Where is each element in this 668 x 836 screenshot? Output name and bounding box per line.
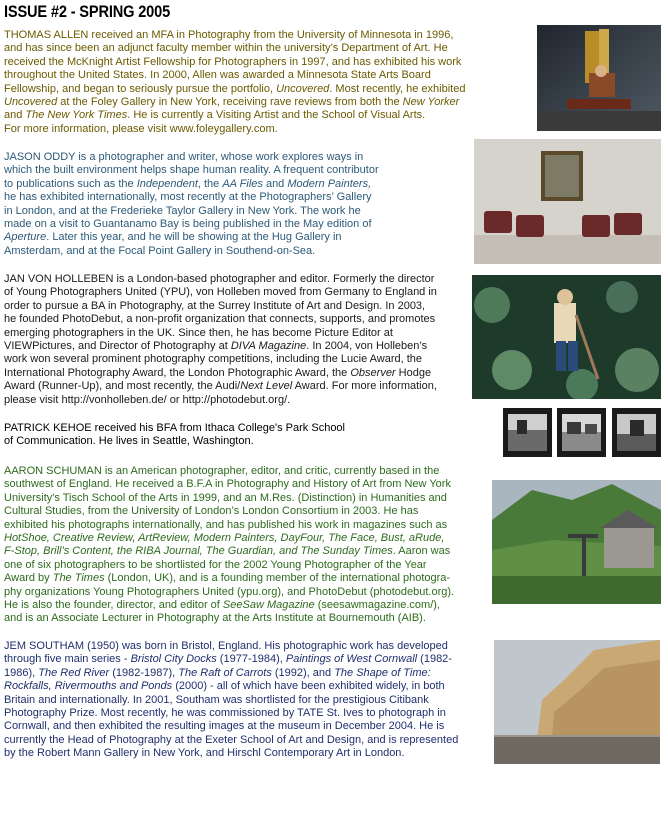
- italic-title: The Raft of Carrots: [178, 666, 272, 679]
- bio-text: Award by: [4, 572, 53, 585]
- bio-text: he has exhibited internationally, most recently at the Photographers’ Gallery: [4, 191, 372, 204]
- bio-text: throughout the United States. In 2000, Allen was awarded a Minnesota State Arts Board: [4, 69, 431, 82]
- bio-thomas-allen: [4, 29, 465, 136]
- bio-text: and has since been an adjunct faculty member within the university’s Department of Art. He: [4, 42, 448, 55]
- bio-text: (1982-: [417, 653, 452, 666]
- bio-text: at the Foley Gallery in New York, receiving rave reviews from both the: [57, 96, 403, 109]
- bio-text: JAN VON HOLLEBEN is a London-based photographer and editor. Formerly the director: [4, 273, 435, 285]
- italic-title: Bristol City Docks: [130, 653, 217, 666]
- bio-jan-von-holleben: [4, 273, 437, 407]
- bio-text: Britain and internationally. In 2001, Southam was shortlisted for the prestigious Citibank: [4, 693, 429, 706]
- bio-text: by the Robert Mann Gallery in New York, and Hirschl Contemporary Art in London.: [4, 747, 405, 760]
- bio-text: . In 2004, von Holleben’s: [306, 340, 428, 353]
- bio-text: JEM SOUTHAM (1950) was born in Bristol, England. His photographic work has developed: [4, 640, 448, 652]
- bio-text: in London, and at the Frederieke Taylor Gallery in New York. The work he: [4, 204, 361, 217]
- italic-title: New Yorker: [402, 96, 460, 109]
- italic-title: The Times: [52, 572, 105, 585]
- bio-text: (1977-1984),: [216, 653, 286, 666]
- photo-jem-southam[interactable]: [494, 640, 660, 764]
- bio-text: one of six photographers to be shortlisted for the 2002 Young Photographer of the Year: [4, 558, 427, 571]
- bio-text: emerging photographers in the UK. Since then, he has become Picture Editor at: [4, 326, 393, 339]
- bio-text: Award (Runner-Up), and most recently, the Audi/: [4, 380, 241, 393]
- bio-text: Photography Prize. Most recently, he was commissioned by TATE St. Ives to photograph in: [4, 707, 446, 720]
- italic-title: DIVA Magazine: [230, 340, 307, 353]
- bio-text: Cultural Studies, from the University of London’s London Consortium in 2003. He has: [4, 505, 419, 518]
- italic-title: Observer: [350, 366, 396, 379]
- bio-text: JASON ODDY is a photographer and writer, whose work explores ways in: [4, 151, 364, 163]
- bio-text: He is also the founder, director, and editor of: [4, 599, 223, 612]
- bio-text: (seesawmagazine.com/),: [314, 599, 440, 612]
- italic-title: F-Stop, Brill’s Content, the RIBA Journal, The Guardian, and The Sunday Times: [4, 545, 393, 558]
- italic-title: The New York Times: [25, 109, 128, 122]
- bio-text: (2000) - all of which have been exhibited widely, in both: [172, 680, 445, 693]
- italic-title: The Shape of Time:: [334, 666, 431, 679]
- italic-title: Rockfalls, Rivermouths and Ponds: [4, 680, 173, 693]
- bio-patrick-kehoe: [4, 422, 345, 449]
- bio-text: AARON SCHUMAN is an American photographer, editor, and critic, currently based in the: [4, 465, 440, 477]
- italic-title: Independent: [136, 177, 198, 190]
- bio-text: University's Tisch School of the Arts in 1999, and an M.Res. (Distinction) in Humanities and: [4, 491, 447, 504]
- italic-title: Uncovered: [4, 96, 58, 109]
- photo-aaron-schuman[interactable]: [492, 480, 661, 604]
- bio-text: International Photography Award, the London Photographic Award, the: [4, 366, 351, 379]
- bio-text: . He is currently a Visiting Artist and the School of Visual Arts.: [127, 109, 426, 122]
- bio-text: Cornwall, and then exhibited the resulting images at the museum in December 2004. He is: [4, 720, 445, 733]
- bio-text: and: [262, 177, 288, 190]
- bio-text: order to pursue a BA in Photography, at the Surrey Institute of Art and Design. In 2003,: [4, 299, 426, 312]
- issue-title: ISSUE #2 - SPRING 2005: [4, 2, 171, 21]
- bio-text: Amsterdam, and at the Focal Point Gallery in Southend-on-Sea.: [4, 244, 316, 257]
- italic-title: AA Files: [222, 177, 263, 190]
- bio-text: . Most recently, he exhibited: [329, 82, 466, 95]
- italic-title: Modern Painters,: [287, 177, 372, 190]
- bio-text: For more information, please visit www.foleygallery.com.: [4, 122, 278, 135]
- photo-jason-oddy[interactable]: [474, 139, 661, 264]
- italic-title: The Red River: [38, 666, 110, 679]
- bio-text: please visit http://vonholleben.de/ or http://photodebut.org/.: [4, 393, 291, 406]
- bio-text: phy organizations Young Photographers United (ypu.org), and PhotoDebut (photodebut.org).: [4, 585, 455, 598]
- bio-text: Fellowship, and began to seriously pursue the portfolio,: [4, 82, 277, 95]
- bio-text: , the: [197, 177, 223, 190]
- bio-text: through five main series -: [4, 653, 131, 666]
- bio-text: currently the Head of Photography at the Exeter School of Art and Design, and is represented: [4, 733, 459, 746]
- bio-text: and is an Associate Lecturer in Photography at the Arts Institute at Bournemouth (AIB).: [4, 612, 426, 625]
- bio-text: exhibited his photographs internationally, and has published his work in magazines such as: [4, 518, 448, 531]
- bio-text: and: [4, 109, 26, 122]
- bio-text: VIEWPictures, and Director of Photography at: [4, 340, 231, 353]
- bio-text: southwest of England. He received a B.F.A in Photography and History of Art from New York: [4, 478, 451, 491]
- italic-title: Aperture: [4, 231, 47, 244]
- bio-jem-southam: [4, 640, 458, 761]
- bio-text: (1992), and: [271, 666, 335, 679]
- bio-text: Hodge: [395, 366, 432, 379]
- italic-title: Next Level: [240, 380, 293, 393]
- photo-patrick-kehoe-2[interactable]: [557, 408, 606, 457]
- bio-text: of Communication. He lives in Seattle, Washington.: [4, 435, 254, 448]
- italic-title: SeeSaw Magazine: [222, 599, 315, 612]
- italic-title: Paintings of West Cornwall: [285, 653, 418, 666]
- photo-patrick-kehoe-3[interactable]: [612, 408, 661, 457]
- bio-text: (London, UK), and is a founding member of the international photogra-: [104, 572, 451, 585]
- bio-text: . Aaron was: [392, 545, 451, 558]
- bio-text: . Later this year, and he will be showing at the Hug Gallery in: [46, 231, 342, 244]
- bio-jason-oddy: [4, 151, 379, 258]
- bio-text: work won several prominent photography competitions, including the Lucie Award, the: [4, 353, 423, 366]
- bio-aaron-schuman: [4, 465, 454, 626]
- italic-title: HotShoe, Creative Review, ArtReview, Modern Painters, DayFour, The Face, Bust, aRude,: [4, 532, 445, 545]
- bio-text: made on a visit to Guantanamo Bay is being published in the May edition of: [4, 218, 372, 231]
- photo-jan-von-holleben[interactable]: [472, 275, 661, 399]
- bio-text: he founded PhotoDebut, a non-profit organization that connects, supports, and promotes: [4, 313, 436, 326]
- photo-thomas-allen[interactable]: [537, 25, 661, 131]
- bio-text: THOMAS ALLEN received an MFA in Photography from the University of Minnesota in 1996,: [4, 29, 454, 41]
- italic-title: Uncovered: [276, 82, 330, 95]
- bio-text: Award. For more information,: [292, 380, 437, 393]
- bio-text: of Young Photographers United (YPU), von Holleben moved from Germany to England in: [4, 286, 437, 299]
- bio-text: PATRICK KEHOE received his BFA from Ithaca College's Park School: [4, 422, 345, 434]
- photo-patrick-kehoe-1[interactable]: [503, 408, 552, 457]
- bio-text: to publications such as the: [4, 177, 137, 190]
- bio-text: which the built environment helps shape human reality. A frequent contributor: [4, 164, 379, 177]
- bio-text: received the McKnight Artist Fellowship for Photographers in 1997, and has exhibited his work: [4, 55, 462, 68]
- bio-text: 1986),: [4, 666, 39, 679]
- bio-text: (1982-1987),: [109, 666, 179, 679]
